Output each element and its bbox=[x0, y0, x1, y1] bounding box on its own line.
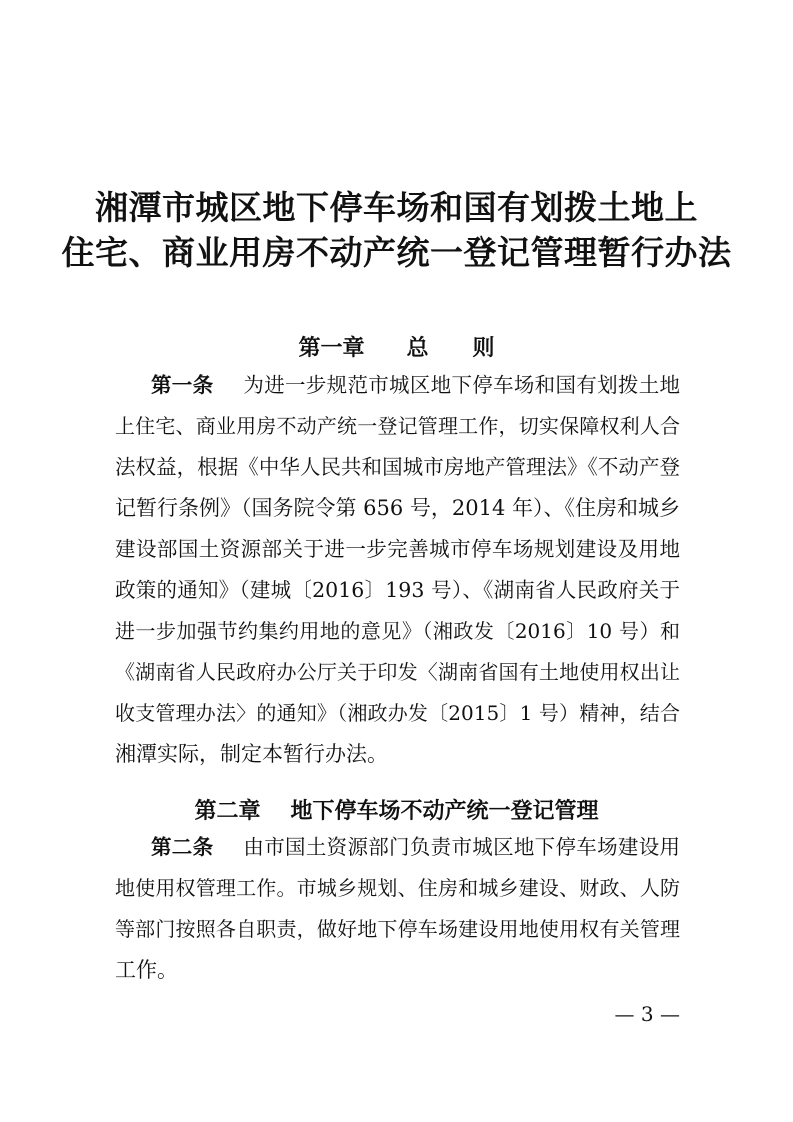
article-2-line-1 bbox=[115, 832, 680, 862]
article-1-line-3: 法权益，根据《中华人民共和国城市房地产管理法》《不动产登 bbox=[115, 455, 680, 479]
article-1-line-9: 收支管理办法〉的通知》（湘政办发〔2015〕1 号）精神，结合 bbox=[115, 701, 680, 725]
article-1-line-6: 政策的通知》（建城〔2016〕193 号）、《湖南省人民政府关于 bbox=[115, 578, 680, 602]
article-2-label: 第二条 bbox=[151, 835, 214, 859]
article-1-line-8: 《湖南省人民政府办公厅关于印发〈湖南省国有土地使用权出让 bbox=[115, 660, 680, 684]
document-title-line-2: 住宅、商业用房不动产统一登记管理暂行办法 bbox=[61, 233, 732, 272]
article-1-line-1 bbox=[115, 370, 680, 400]
article-2-line-2: 地使用权管理工作。市城乡规划、住房和城乡建设、财政、人防 bbox=[115, 876, 680, 900]
chapter-1-heading bbox=[60, 333, 733, 363]
article-2-text-1: 由市国土资源部门负责市城区地下停车场建设用 bbox=[243, 835, 681, 859]
document-title-line-1: 湘潭市城区地下停车场和国有划拨土地上 bbox=[95, 188, 698, 227]
page-number: — 3 — bbox=[614, 1002, 680, 1026]
article-2-line-3: 等部门按照各自职责，做好地下停车场建设用地使用权有关管理 bbox=[115, 917, 680, 941]
chapter-1-name: 总 则 bbox=[406, 335, 495, 361]
article-1-label: 第一条 bbox=[151, 373, 214, 397]
article-1-line-2: 上住宅、商业用房不动产统一登记管理工作，切实保障权利人合 bbox=[115, 414, 680, 438]
article-1-line-4: 记暂行条例》（国务院令第 656 号，2014 年）、《住房和城乡 bbox=[115, 496, 681, 520]
chapter-1-label: 第一章 bbox=[298, 335, 365, 361]
article-1-line-10: 湘潭实际，制定本暂行办法。 bbox=[115, 742, 388, 766]
article-1-line-7: 进一步加强节约集约用地的意见》（湘政发〔2016〕10 号）和 bbox=[115, 619, 680, 643]
chapter-2-label: 第二章 bbox=[194, 798, 261, 824]
article-1-line-5: 建设部国土资源部关于进一步完善城市停车场规划建设及用地 bbox=[115, 537, 680, 561]
chapter-2-heading bbox=[60, 796, 733, 826]
article-2-line-4: 工作。 bbox=[115, 958, 178, 982]
article-1-text-1: 为进一步规范市城区地下停车场和国有划拨土地 bbox=[243, 373, 681, 397]
chapter-2-name: 地下停车场不动产统一登记管理 bbox=[290, 798, 599, 824]
